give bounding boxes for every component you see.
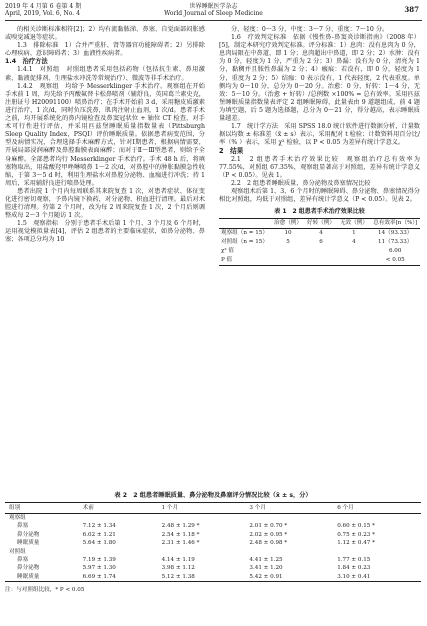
table-row: [5, 564, 421, 572]
journal-title: [130, 3, 297, 17]
table1-title: 表 1 2 组患者手术治疗效果比较: [274, 208, 365, 216]
table-cell: 4: [352, 239, 356, 246]
table2-header-cell: 术前: [79, 503, 158, 514]
table-cell: P 值: [219, 256, 272, 266]
table-cell: 5.64 ± 1.80: [82, 540, 116, 547]
table-cell: 0.60 ± 0.15 *: [337, 523, 375, 530]
table-cell: [158, 514, 246, 523]
table-cell: χ² 值: [221, 248, 235, 255]
table1-header-row: [219, 219, 420, 229]
table-cell: [79, 514, 158, 523]
paragraph: 2.2 2 组患者睡眠质量、鼻分泌物及鼻塞情况比较: [231, 179, 371, 187]
table-cell: [245, 548, 333, 556]
table-cell: < 0.05: [370, 256, 420, 266]
table-cell: 6.00: [388, 248, 402, 255]
table-row: [5, 522, 421, 530]
table-cell: [337, 256, 370, 266]
table-cell: [333, 548, 421, 556]
table2-header-cell: 3 个月: [245, 503, 333, 514]
table-cell: 1: [352, 230, 356, 237]
journal-title-chinese: 世界睡眠医学杂志: [189, 3, 238, 10]
page-header: [0, 0, 427, 22]
paragraph: 1.3 排除标准 1）合并严重肝、肾等器官功能障碍者；2）另排除心理疾病、意识障碍者；3）血液性疾病者。: [5, 42, 205, 58]
table-cell: [158, 548, 246, 556]
table-row: [5, 539, 421, 547]
table-cell: 14（93.33）: [378, 230, 413, 237]
paragraph: 观察组术后第 1、3、6 个月时的睡眠障碍、鼻分泌物、鼻塞情况得分相比对照组，均低于对照组，差异有统计学意义（P < 0.05）。见表 2。: [219, 187, 420, 203]
table-cell: 2.48 ± 1.29 *: [161, 523, 200, 530]
table-cell: [272, 256, 305, 266]
table-cell: 6: [319, 239, 323, 246]
issue-english: April, 2019, Vol. 6, No. 4: [5, 10, 80, 17]
section-heading: 1.4 治疗方法: [5, 58, 48, 66]
table2-title: 表 2 2 组患者睡眠质量、鼻分泌物及鼻塞评分情况比较（x̄ ± s，分）: [114, 492, 312, 499]
right-column-text: [219, 26, 420, 204]
journal-title-english: World Journal of Sleep Medicine: [164, 10, 263, 17]
section-heading: 2 结果: [219, 147, 244, 156]
table-cell: 2.02 ± 0.95 *: [249, 531, 288, 538]
table1: [219, 218, 420, 266]
table2-note: 注：与对照组比较，* P < 0.05: [5, 587, 85, 594]
paragraph: 1.5 观察指标 分别于患者手术后第 1 个月、3 个月及 6 个月时，运用视觉模拟量表[4]，评估 2 组患者的主要临床症状，如鼻分泌物、鼻塞；各项总分均为 10: [5, 220, 205, 244]
row-label: 鼻塞: [17, 523, 29, 530]
row-label: 鼻分泌物: [17, 531, 40, 538]
table-row: [219, 229, 420, 239]
table1-header-cell: 好转（例）: [304, 219, 337, 229]
table-cell: 2.31 ± 1.46 *: [161, 540, 200, 547]
table-cell: [245, 514, 333, 523]
table-row: [5, 548, 421, 556]
table-cell: 5.42 ± 0.91: [245, 573, 333, 582]
left-column: [5, 26, 205, 245]
paragraph: 分，轻度：0～3 分，中度：3～7 分，重度：7～10 分。: [231, 26, 389, 33]
row-label: 睡眠质量: [17, 540, 40, 547]
table-cell: 4.41 ± 1.25: [249, 557, 283, 564]
table-cell: 5.12 ± 1.38: [158, 573, 246, 582]
table-cell: 2.54 ± 1.18 *: [161, 531, 200, 538]
table-cell: 10: [284, 230, 292, 237]
table-cell: 观察组（n = 15）: [221, 230, 268, 237]
table-row: [5, 514, 421, 523]
row-label: 睡眠质量: [5, 573, 79, 582]
table-cell: 4.14 ± 1.19: [161, 557, 195, 564]
table-row: [219, 256, 420, 266]
table-row: [5, 531, 421, 539]
paragraph: 1.6 疗效判定标准 依据《慢性鼻-鼻窦炎诊断指南》（2008 年）[5]，制定本研究疗效判定标准。评分标准：1）息肉：没有息肉为 0 分，息肉局限在中鼻道，即 1 分；息肉超出中鼻道，即 2 分；2）水肿：没有为 0 分，轻度为 1 分，严重为 2 分；3）鼻漏：没有为 0 分，清亮为 1 分，黏稠并且脓性鼻漏为 2 分；4）瘢痕：若没有，即 0 分，轻度为 1 分，重度为 2 分；5）结痂：0 表示没有，1 代表轻度，2 代表重度。单侧均为 0～10 分，总分为 0～20 分。治愈：0 分，好转：1～4 分，无效：5～10 分。（治愈 + 好转）/总例数 ×100% = 总有效率。采用匹兹堡睡眠质量指数量表评定 2 组睡眠障碍，此量表由 9 道题组成，前 4 题为填空题，后 5 题为选择题，总分为 0～21 分，得分越高，表示睡眠质量越差。: [219, 34, 420, 123]
table1-header-cell: 治愈（例）: [272, 219, 305, 229]
table2-header-cell: 组别: [5, 503, 79, 514]
table-cell: 1.12 ± 0.47 *: [337, 540, 375, 547]
table-cell: [333, 514, 421, 523]
table1-header-cell: 总有效率[n（%）]: [370, 219, 420, 229]
table1-body: [219, 229, 420, 266]
row-label: 观察组: [9, 515, 26, 521]
table-cell: [304, 256, 337, 266]
table-row: [5, 573, 421, 582]
table-row: [219, 247, 420, 256]
paragraph: 的相关诊断标准相符[2]；2）均有流黏脓涕、鼻塞、自觉面部闷胀感或嗅觉减退等症状。: [5, 26, 205, 42]
table-cell: 2.48 ± 0.98 *: [249, 540, 288, 547]
table-cell: [272, 247, 305, 256]
row-label: 鼻分泌物: [17, 565, 40, 572]
table-row: [5, 556, 421, 564]
right-column: [219, 26, 420, 266]
table-cell: [304, 247, 337, 256]
issue-chinese: 2019 年 4 月第 6 卷第 4 期: [5, 3, 82, 10]
table-cell: 1.77 ± 0.15: [337, 557, 371, 564]
table-cell: [79, 548, 158, 556]
paragraph: 1.4.1 对照组 对照组患者采用包括药物（包括抗生素、鼻用激素、黏液促排剂、生理盐水冲洗等常规治疗）、微波等非手术治疗。: [5, 66, 205, 82]
table2-header-cell: 6 个月: [333, 503, 421, 514]
header-divider: [5, 20, 422, 21]
table-cell: 3.98 ± 1.12: [161, 565, 195, 572]
table1-header-cell: [219, 219, 272, 229]
table-cell: 11（73.33）: [378, 239, 413, 246]
table-row: [219, 238, 420, 247]
journal-issue: [5, 3, 81, 17]
table2: [5, 502, 421, 582]
row-label: 对照组: [9, 548, 26, 555]
table-cell: 7.19 ± 1.39: [82, 557, 116, 564]
table-cell: 0.75 ± 0.23 *: [337, 531, 375, 538]
table-cell: [337, 247, 370, 256]
table1-header-cell: 无效（例）: [337, 219, 370, 229]
paragraph: 1.4.2 观察组 均给予 Messerklinger 手术治疗。观察组在开始手术前 1 周，均先给予丙酸氟替卡松鼻喷剂（辅舒良，英国葛兰素史克，注册证号 H20091100）喷鼻治疗；在手术开始前 3 d，采用糖皮质激素进行治疗，1 次/d，同时负压洗鼻，肌肉注射止血剂，1 次/d。患者手术之前，均开展系统化的鼻内镜检查及鼻窦冠状位 + 轴位 CT 检查，对手术可行性进行评估，并采用匹兹堡睡眠质量指数量表（Pittsburgh Sleep Quality Index，PSQI）评价睡眠质量。依据患者病变范围，分型及病情实况，合理选择手术麻醉方式，针对Ⅰ期患者，根据病情需要，开展局部浸润麻醉及鼻腔黏膜表面麻醉；而对于Ⅱ～Ⅲ型患者，则给予全身麻醉。全部患者均行 Messerklinger 手术治疗。手术 48 h 后，将填塞物取出，用盐酸羟甲唑啉喷鼻 1～2 次/d，对鼻腔中的肿胀黏膜急性收缩，于第 3～5 d 时，利用生理盐水对鼻腔分泌物、血痂进行冲洗；持 1 周后，采用辅舒良进行喷鼻处理。: [5, 82, 205, 187]
paragraph: 患者出院 1 个月内每周联系其来院复查 1 次，对患者症状、体征变化进行密切观察，予鼻内镜下换药，对分泌物、积血进行清理。最后对术腔进行清理。待第 2 个月时，改为每 2 周来院复查 1 次，2 个月后则调整成每 2～3 个月随访 1 次。: [5, 187, 205, 220]
table-cell: 5.97 ± 1.30: [82, 565, 116, 572]
page-number: 387: [404, 5, 419, 14]
paragraph: 2.1 2 组患者手术治疗效果比较 观察组治疗总有效率为 77.55%，对照组 67.35%，观察组显著高于对照组，差异有统计学意义（P < 0.05）。见表 1。: [219, 155, 420, 179]
table-cell: 3.41 ± 1.20: [249, 565, 283, 572]
table-cell: 2.01 ± 0.70 *: [249, 523, 288, 530]
table-cell: 6.02 ± 1.21: [82, 531, 116, 538]
table2-section: [5, 490, 421, 593]
table-cell: 6.69 ± 1.74: [79, 573, 158, 582]
table2-body: [5, 514, 421, 582]
table-cell: 5: [286, 239, 290, 246]
table-cell: 3.10 ± 0.41: [333, 573, 421, 582]
paragraph: 1.7 统计学方法 采用 SPSS 18.0 统计软件进行数据分析，计量数据以均数 ± 标准差（x̄ ± s）表示，采用配对 t 检验；计数资料用百分比/率（% ）表示，采用 χ² 检验，以 P < 0.05 为差异有统计学意义。: [219, 123, 420, 147]
table-cell: 对照组（n = 15）: [221, 239, 268, 246]
table2-header-cell: 1 个月: [158, 503, 246, 514]
row-label: 鼻塞: [17, 557, 29, 564]
table-cell: 1.84 ± 0.23: [337, 565, 371, 572]
table-cell: 4: [319, 230, 323, 237]
table-cell: 7.12 ± 1.34: [82, 523, 116, 530]
table2-header-row: [5, 503, 421, 514]
